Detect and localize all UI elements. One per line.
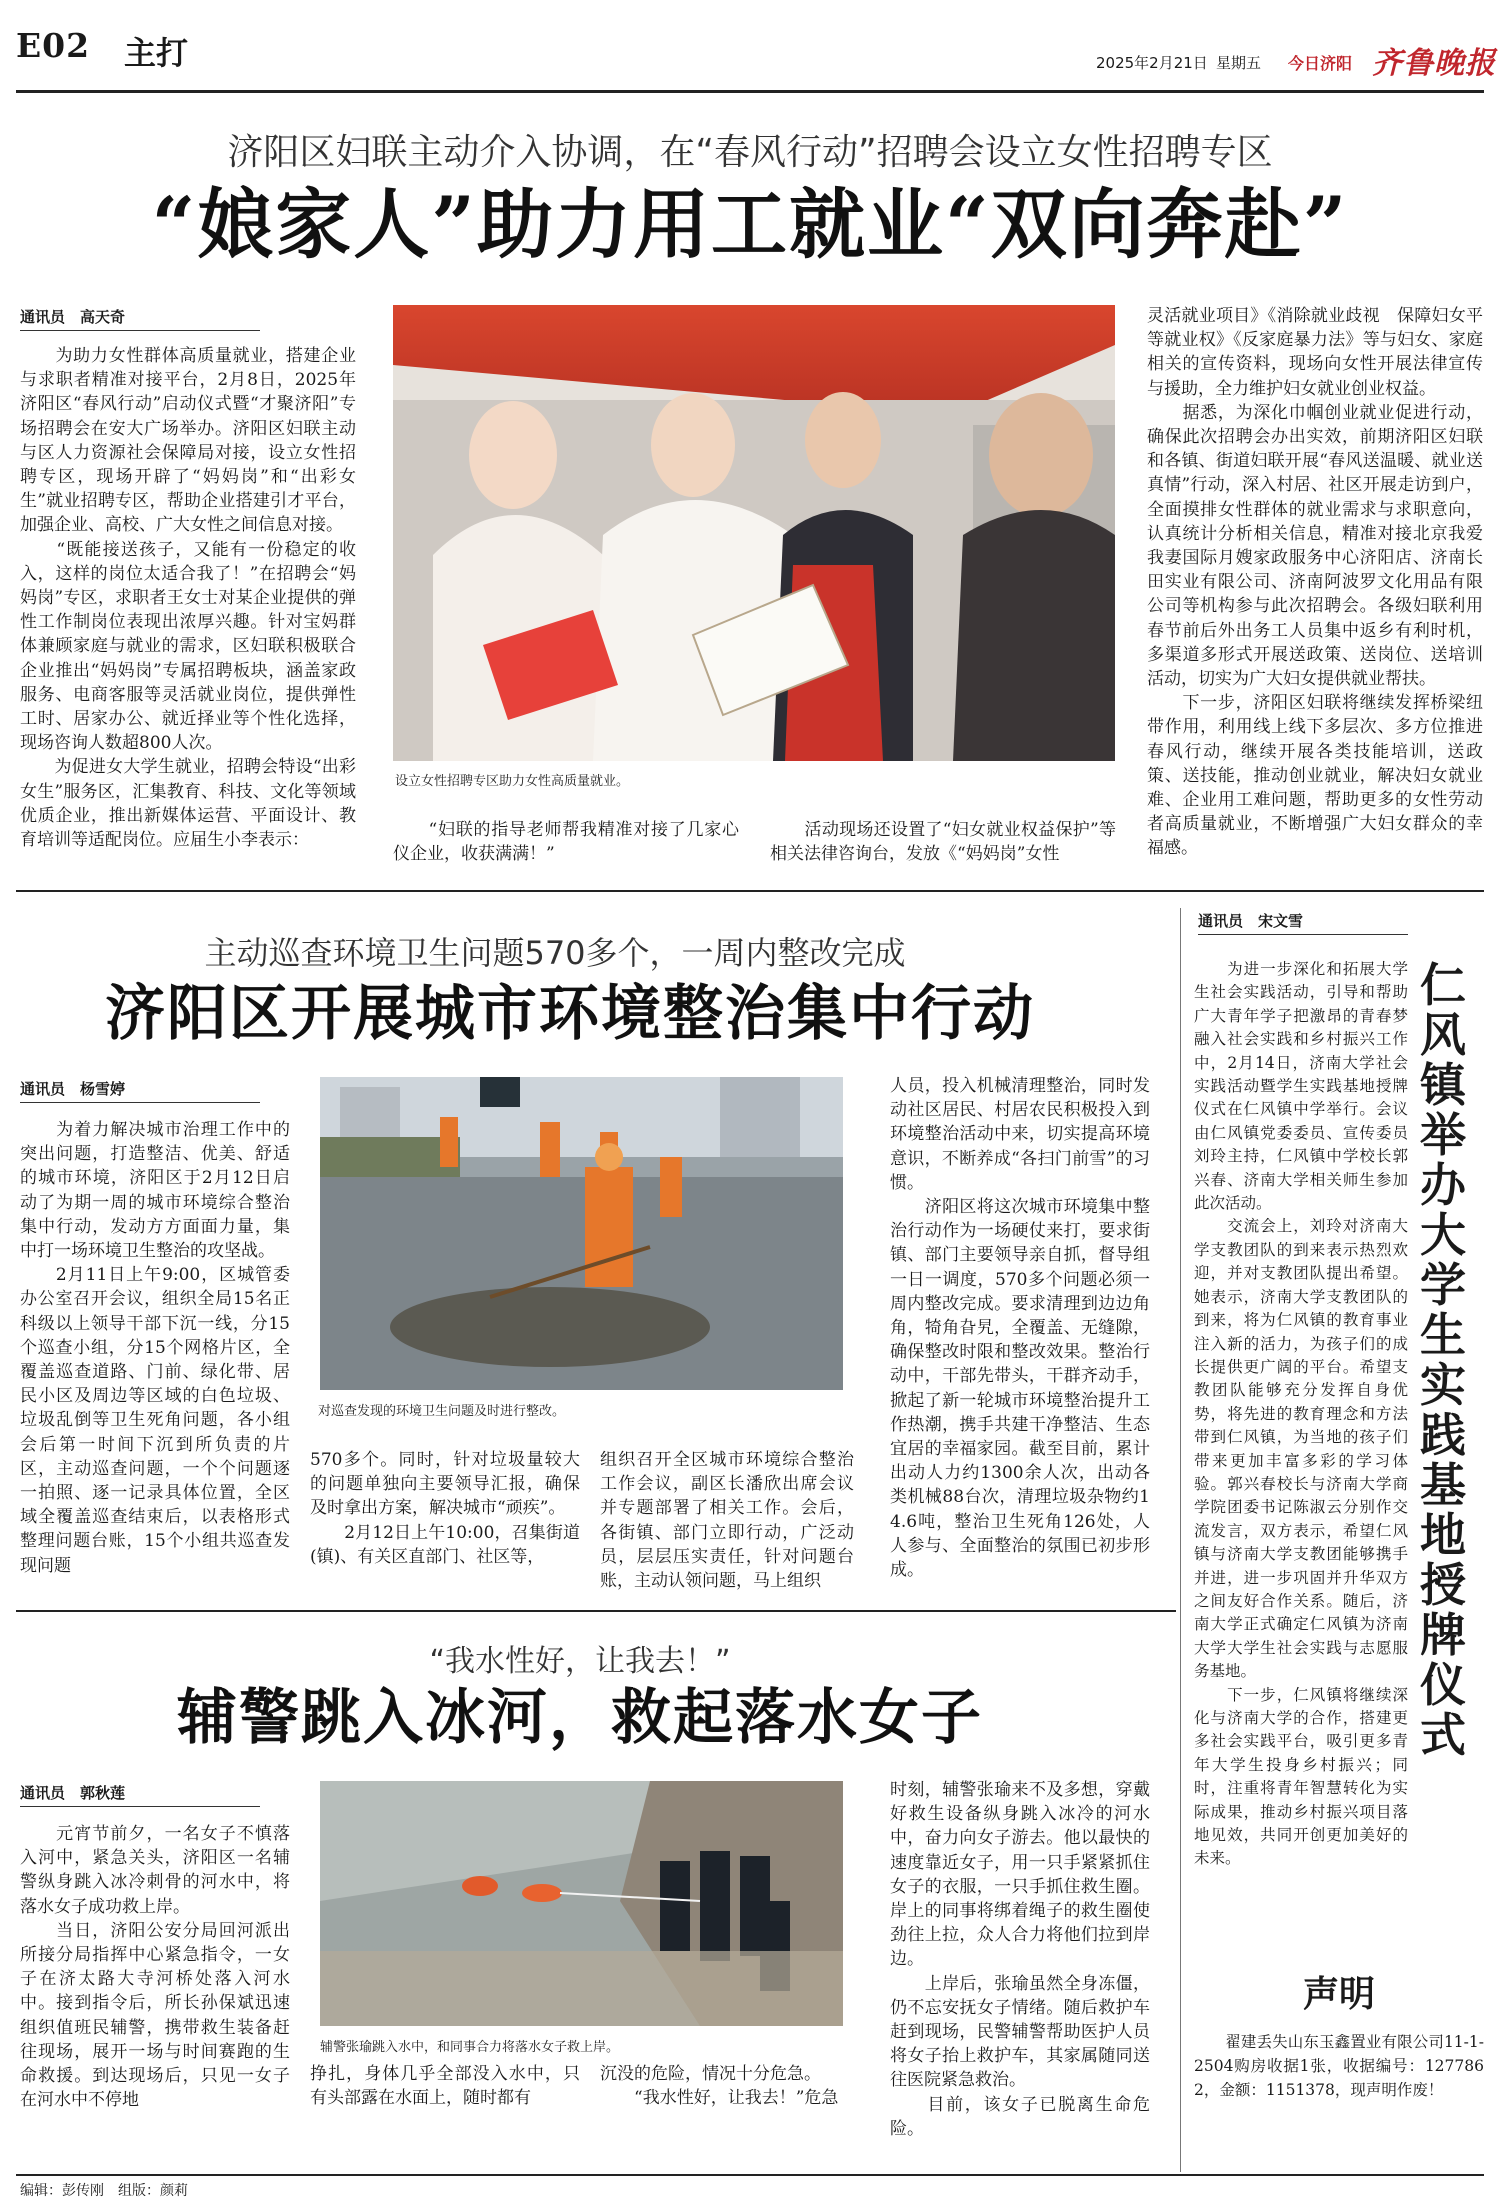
article2-col3: 组织召开全区城市环境综合整治工作会议，副区长潘欣出席会议并专题部署了相关工作。会后，各街镇、部门立即行动，广泛动员，层层压实责任，针对问题台账，主动认领问题，马上组织	[600, 1450, 854, 1592]
section-name: 主打	[124, 34, 189, 72]
footer-credits: 编辑：彭传刚 组版：颜莉	[20, 2183, 188, 2199]
article1-bottom-rule	[16, 890, 1484, 892]
article3-photo-caption: 辅警张瑜跳入水中，和同事合力将落水女子救上岸。	[320, 2040, 620, 2055]
article1-col3: 活动现场还设置了“妇女就业权益保护”等相关法律咨询台，发放《“妈妈岗”女性	[770, 820, 1116, 865]
notice-body: 翟建丢失山东玉鑫置业有限公司11-1-2504购房收据1张，收据编号：1277862，金额：1151378，现声明作废！	[1194, 2033, 1484, 2099]
article2-col1: 为着力解决城市治理工作中的突出问题，打造整洁、优美、舒适的城市环境，济阳区于2月12日启动了为期一周的城市环境综合整治集中行动，发动方方面面力量，集中打一场环境卫生整治的攻坚战。 2月11日上午9:00，区城管委办公室召开会议，组织全局15名正科级以上领导干部下沉一线，分15个巡查小组，分15个网格片区，全覆盖巡查道路、门前、绿化带、居民小区及周边等区域的白色垃圾、垃圾乱倒等卫生死角问题，各小组会后第一时间下沉到所负责的片区，主动巡查问题，一个个问题逐一拍照、逐一记录具体位置，全区域全覆盖巡查结束后，以表格形式整理问题台账，15个小组共巡查发现问题	[20, 1120, 290, 1576]
notice-title: 声明	[1302, 1973, 1375, 2015]
article3-photo	[320, 1781, 843, 2026]
article1-kicker: 济阳区妇联主动介入协调，在“春风行动”招聘会设立女性招聘专区	[227, 132, 1273, 173]
page-number: E02	[16, 26, 91, 65]
right-column-divider	[1180, 908, 1181, 2172]
article3-col3: 沉没的危险，情况十分危急。 “我水性好，让我去！”危急	[600, 2064, 839, 2109]
masthead-rule	[16, 90, 1484, 93]
issue-date: 2025年2月21日	[1096, 54, 1208, 72]
article2-photo	[320, 1077, 843, 1390]
article2-photo-caption: 对巡查发现的环境卫生问题及时进行整改。	[318, 1404, 566, 1419]
article1-col1: 为助力女性群体高质量就业，搭建企业与求职者精准对接平台，2月8日，2025年济阳区“春风行动”启动仪式暨“才聚济阳”专场招聘会在安大广场举办。济阳区妇联主动与区人力资源社会保障局对接，设立女性招聘专区，现场开辟了“妈妈岗”和“出彩女生”就业招聘专区，帮助企业搭建引才平台，加强企业、高校、广大女性之间信息对接。 “既能接送孩子，又能有一份稳定的收入，这样的岗位太适合我了！”在招聘会“妈妈岗”专区，求职者王女士对某企业提供的弹性工作制岗位表现出浓厚兴趣。针对宝妈群体兼顾家庭与就业的需求，区妇联积极联合企业推出“妈妈岗”专属招聘板块，涵盖家政服务、电商客服等灵活就业岗位，提供弹性工时、居家办公、就近择业等个性化选择，现场咨询人数超800人次。 为促进女大学生就业，招聘会特设“出彩女生”服务区，汇集教育、科技、文化等领域优质企业，推出新媒体运营、平面设计、教育培训等适配岗位。应届生小李表示：	[20, 346, 356, 851]
article1-photo	[393, 305, 1115, 761]
article3-kicker: “我水性好，让我去！”	[429, 1644, 731, 1679]
article2-col2: 570多个。同时，针对垃圾量较大的问题单独向主要领导汇报，确保及时拿出方案，解决城市“顽疾”。 2月12日上午10:00，召集街道(镇)、有关区直部门、社区等，	[310, 1450, 580, 1567]
job-fair-photo-icon	[393, 305, 1115, 761]
article4-byline: 通讯员 宋文雪	[1198, 910, 1408, 935]
edition-name: 今日济阳	[1288, 54, 1353, 73]
article1-byline: 通讯员 高天奇	[20, 306, 260, 331]
article3-col4: 时刻，辅警张瑜来不及多想，穿戴好救生设备纵身跳入冰冷的河水中，奋力向女子游去。他以最快的速度靠近女子，用一只手紧紧抓住女子的衣服，一只手抓住救生圈。岸上的同事将绑着绳子的救生圈使劲往上拉，众人合力将他们拉到岸边。 上岸后，张瑜虽然全身冻僵，仍不忘安抚女子情绪。随后救护车赶到现场，民警辅警帮助医护人员将女子抬上救护车，其家属随同送往医院紧急救治。 目前，该女子已脱离生命危险。	[890, 1780, 1150, 2139]
footer-rule	[16, 2174, 1484, 2176]
article2-kicker: 主动巡查环境卫生问题570多个，一周内整改完成	[204, 934, 906, 972]
street-cleaning-photo-icon	[320, 1077, 843, 1390]
river-rescue-photo-icon	[320, 1781, 843, 2026]
article2-col4: 人员，投入机械清理整治，同时发动社区居民、村居农民积极投入到环境整治活动中来，切实提高环境意识，不断养成“各扫门前雪”的习惯。 济阳区将这次城市环境集中整治行动作为一场硬仗来打，要求街镇、部门主要领导亲自抓，督导组一日一调度，570多个问题必须一周内整改完成。要求清理到边边角角，犄角旮旯，全覆盖、无缝隙，确保整改时限和整改效果。整治行动中，干部先带头，干群齐动手，掀起了新一轮城市环境整治提升工作热潮，携手共建干净整洁、生态宜居的幸福家园。截至目前，累计出动人力约1300余人次，出动各类机械88台次，清理垃圾杂物约14.6吨，整治卫生死角126处，人人参与、全面整治的氛围已初步形成。	[890, 1076, 1150, 1581]
article3-col1: 元宵节前夕，一名女子不慎落入河中，紧急关头，济阳区一名辅警纵身跳入冰冷刺骨的河水中，将落水女子成功救上岸。 当日，济阳公安分局回河派出所接分局指挥中心紧急指令，一女子在济太路大寺河桥处落入河水中。接到指令后，所长孙保斌迅速组织值班民辅警，携带救生装备赶往现场，展开一场与时间赛跑的生命救援。到达现场后，只见一女子在河水中不停地	[20, 1824, 290, 2111]
newspaper-logo: 齐鲁晚报	[1372, 46, 1496, 81]
article2-bottom-rule	[16, 1610, 1176, 1612]
article4-body: 为进一步深化和拓展大学生社会实践活动，引导和帮助广大青年学子把激昂的青春梦融入社会实践和乡村振兴工作中，2月14日，济南大学社会实践活动暨学生实践基地授牌仪式在仁风镇中学举行。会议由仁风镇党委委员、宣传委员刘玲主持，仁风镇中学校长郭兴春、济南大学相关师生参加此次活动。 交流会上，刘玲对济南大学支教团队的到来表示热烈欢迎，并对支教团队提出希望。她表示，济南大学支教团队的到来，将为仁风镇的教育事业注入新的活力，为孩子们的成长提供更广阔的平台。希望支教团队能够充分发挥自身优势，将先进的教育理念和方法带到仁风镇，为当地的孩子们带来更加丰富多彩的学习体验。郭兴春校长与济南大学商学院团委书记陈淑云分别作交流发言，双方表示，希望仁风镇与济南大学支教团能够携手并进，进一步巩固并升华双方之间友好合作关系。随后，济南大学正式确定仁风镇为济南大学大学生社会实践与志愿服务基地。 下一步，仁风镇将继续深化与济南大学的合作，搭建更多社会实践平台，吸引更多青年大学生投身乡村振兴；同时，注重将青年智慧转化为实际成果，推动乡村振兴项目落地见效，共同开创更加美好的未来。	[1194, 960, 1408, 1868]
article1-col4: 灵活就业项目》《消除就业歧视 保障妇女平等就业权》《反家庭暴力法》等与妇女、家庭相关的宣传资料，现场向女性开展法律宣传与援助，全力维护妇女就业创业权益。 据悉，为深化巾帼创业就业促进行动，确保此次招聘会办出实效，前期济阳区妇联和各镇、街道妇联开展“春风送温暖、就业送真情”行动，深入村居、社区开展走访到户，全面摸排女性群体的就业需求与求职意向，认真统计分析相关信息，精准对接北京我爱我妻国际月嫂家政服务中心济阳店、济南长田实业有限公司、济南阿波罗文化用品有限公司等机构参与此次招聘会。各级妇联利用春节前后外出务工人员集中返乡有利时机，多渠道多形式开展送政策、送岗位、送培训活动，切实为广大妇女提供就业帮扶。 下一步，济阳区妇联将继续发挥桥梁纽带作用，利用线上线下多层次、多方位推进春风行动，继续开展各类技能培训，送政策、送技能，推动创业就业，解决妇女就业难、企业用工难问题，帮助更多的女性劳动者高质量就业，不断增强广大妇女群众的幸福感。	[1147, 306, 1483, 859]
article3-byline: 通讯员 郭秋莲	[20, 1782, 260, 1807]
issue-weekday: 星期五	[1216, 54, 1262, 72]
article2-byline: 通讯员 杨雪婷	[20, 1078, 260, 1103]
article3-headline: 辅警跳入冰河，救起落水女子	[177, 1683, 983, 1753]
article2-headline: 济阳区开展城市环境整治集中行动	[105, 979, 1035, 1049]
article1-col2: “妇联的指导老师帮我精准对接了几家心仪企业，收获满满！”	[393, 820, 739, 865]
article3-col2: 挣扎，身体几乎全部没入水中，只有头部露在水面上，随时都有	[310, 2064, 580, 2109]
article4-headline: 仁风镇举办大学生实践基地授牌仪式	[1420, 958, 1466, 1762]
article1-photo-caption: 设立女性招聘专区助力女性高质量就业。	[395, 774, 630, 789]
article1-headline: “娘家人”助力用工就业“双向奔赴”	[151, 180, 1349, 269]
